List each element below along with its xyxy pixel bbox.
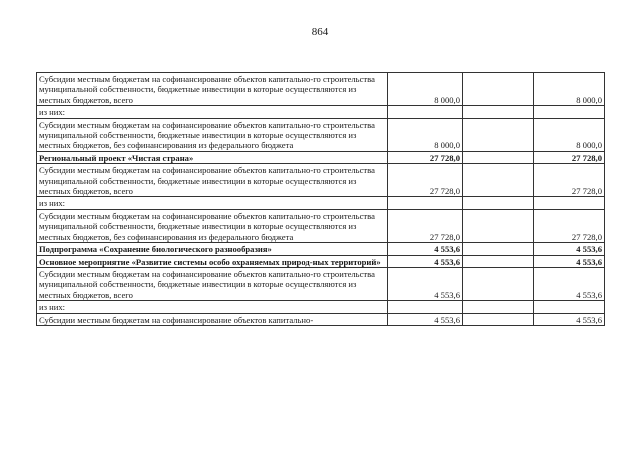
row-value-2: [463, 164, 534, 197]
row-value-3: 27 728,0: [534, 209, 605, 242]
table-row: [37, 255, 605, 267]
row-value-1: 27 728,0: [388, 164, 463, 197]
row-value-2: [463, 209, 534, 242]
row-description: Региональный проект «Чистая страна»: [37, 151, 388, 163]
row-description: Субсидии местным бюджетам на софинансирование объектов капитально-го строительства муниципальной собственности, бюджетные инвестиции в которые осуществляются из местных бюджетов, без софинансирования из федерального бюджета: [37, 118, 388, 151]
row-description: из них:: [37, 301, 388, 313]
row-value-3: 27 728,0: [534, 164, 605, 197]
table-row: [37, 151, 605, 163]
table-row: [37, 197, 605, 209]
row-value-2: [463, 197, 534, 209]
row-description: Субсидии местным бюджетам на софинансирование объектов капитально-го строительства муниципальной собственности, бюджетные инвестиции в которые осуществляются из местных бюджетов, всего: [37, 73, 388, 106]
row-value-3: [534, 197, 605, 209]
row-description: Субсидии местным бюджетам на софинансирование объектов капитально-го строительства муниципальной собственности, бюджетные инвестиции в которые осуществляются из местных бюджетов, всего: [37, 164, 388, 197]
row-value-1: 4 553,6: [388, 243, 463, 255]
row-value-3: 27 728,0: [534, 151, 605, 163]
row-value-3: 8 000,0: [534, 73, 605, 106]
row-value-1: 27 728,0: [388, 209, 463, 242]
row-value-2: [463, 313, 534, 325]
row-value-1: [388, 197, 463, 209]
budget-table: [36, 72, 605, 326]
row-value-2: [463, 301, 534, 313]
row-value-1: 4 553,6: [388, 267, 463, 300]
row-value-2: [463, 255, 534, 267]
row-value-3: [534, 106, 605, 118]
row-value-2: [463, 73, 534, 106]
row-description: Основное мероприятие «Развитие системы особо охраняемых природ-ных территорий»: [37, 255, 388, 267]
row-description: Субсидии местным бюджетам на софинансирование объектов капитально-: [37, 313, 388, 325]
row-value-1: 4 553,6: [388, 255, 463, 267]
table-row: [37, 313, 605, 325]
row-value-2: [463, 151, 534, 163]
row-value-3: 4 553,6: [534, 255, 605, 267]
row-value-1: 8 000,0: [388, 73, 463, 106]
row-value-1: 8 000,0: [388, 118, 463, 151]
row-value-3: 4 553,6: [534, 243, 605, 255]
row-description: Субсидии местным бюджетам на софинансирование объектов капитально-го строительства муниципальной собственности, бюджетные инвестиции в которые осуществляются из местных бюджетов, без софинансирования из федерального бюджета: [37, 209, 388, 242]
table-row: [37, 301, 605, 313]
row-value-2: [463, 243, 534, 255]
table-row: [37, 118, 605, 151]
row-value-3: 8 000,0: [534, 118, 605, 151]
row-value-2: [463, 118, 534, 151]
row-value-1: 27 728,0: [388, 151, 463, 163]
row-value-1: 4 553,6: [388, 313, 463, 325]
table-row: [37, 209, 605, 242]
row-description: из них:: [37, 197, 388, 209]
row-value-3: 4 553,6: [534, 267, 605, 300]
row-value-3: 4 553,6: [534, 313, 605, 325]
table-row: [37, 164, 605, 197]
row-value-2: [463, 106, 534, 118]
page-number: 864: [311, 26, 329, 38]
row-description: из них:: [37, 106, 388, 118]
budget-table-body: [37, 73, 605, 326]
row-value-1: [388, 106, 463, 118]
table-row: [37, 73, 605, 106]
row-value-2: [463, 267, 534, 300]
row-description: Субсидии местным бюджетам на софинансирование объектов капитально-го строительства муниципальной собственности, бюджетные инвестиции в которые осуществляются из местных бюджетов, всего: [37, 267, 388, 300]
row-value-3: [534, 301, 605, 313]
table-row: [37, 106, 605, 118]
row-description: Подпрограмма «Сохранение биологического разнообразия»: [37, 243, 388, 255]
table-row: [37, 243, 605, 255]
row-value-1: [388, 301, 463, 313]
table-row: [37, 267, 605, 300]
